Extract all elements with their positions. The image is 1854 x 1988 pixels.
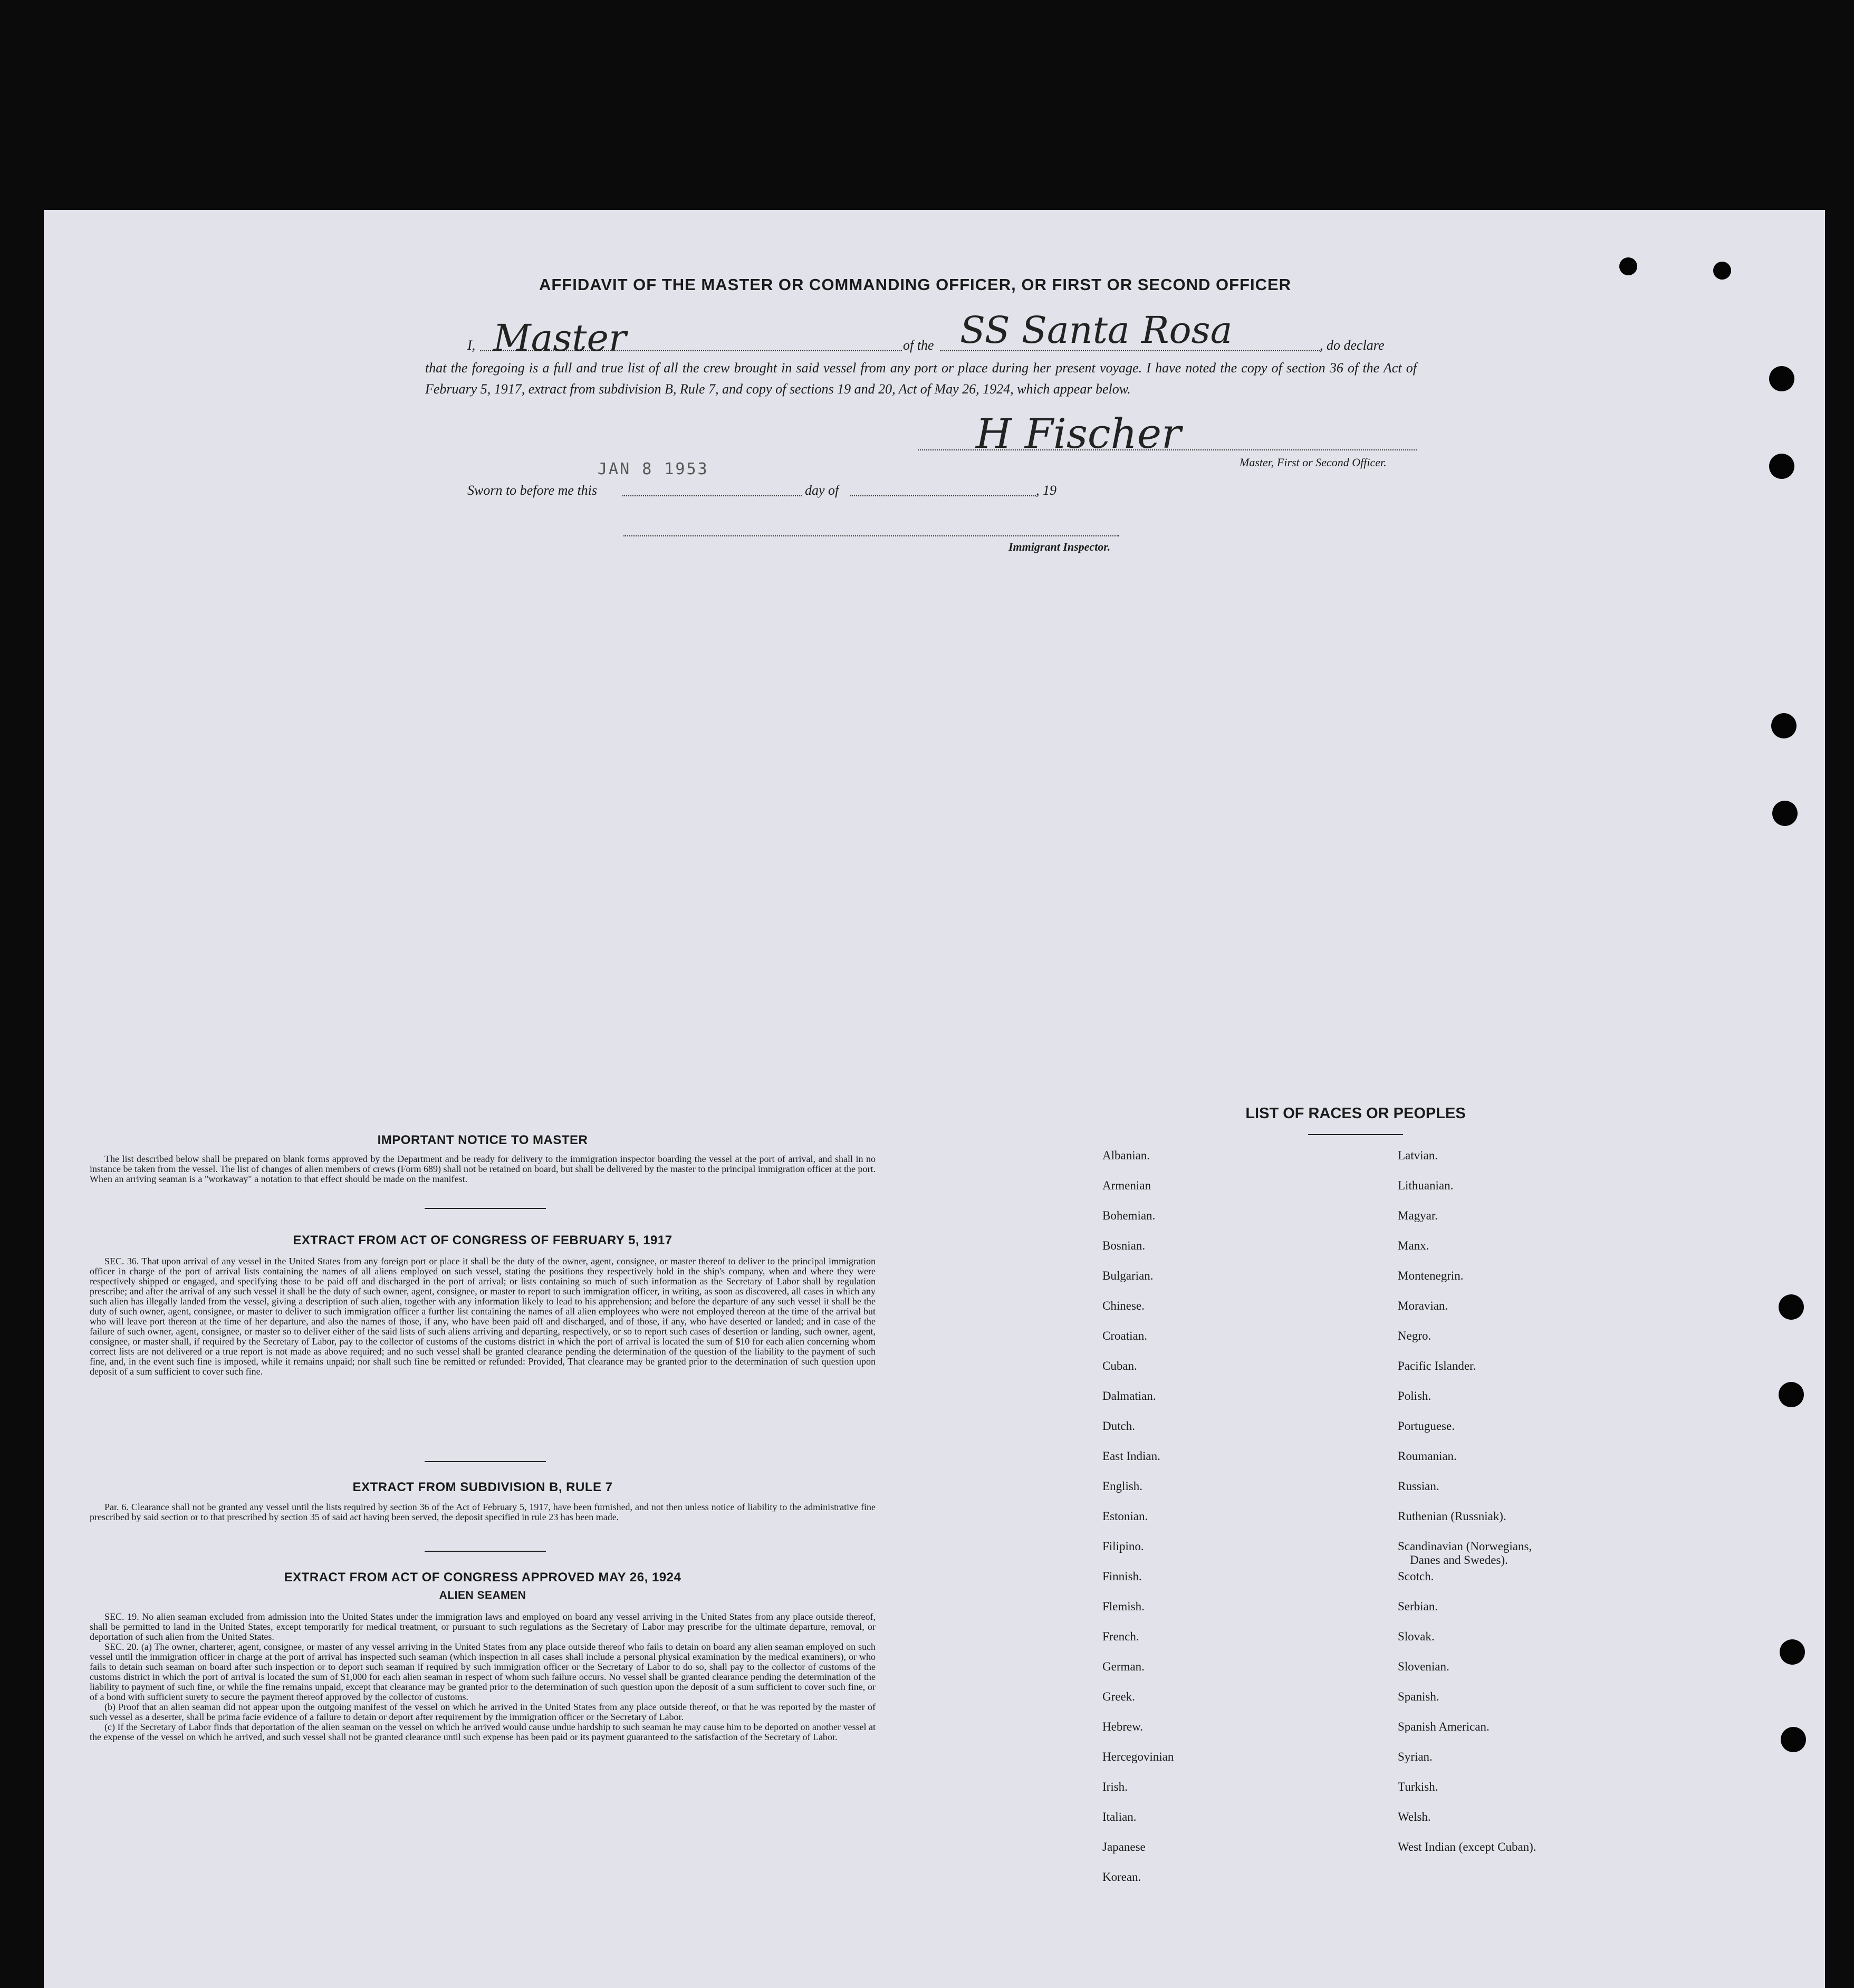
section-20a-paragraph: SEC. 20. (a) The owner, charterer, agent, consignee, or master of any vessel arriving in the United States from any place outside thereof who fails to detain on board any alien seaman employed on such vessel until the immigration officer in charge at the port of arrival has inspected such seaman (which inspection in all cases shall include a personal physical examination by the medical examiners), or who fails to detain such seaman on board after such inspection or to deport such seaman if required by such immigration officer or the Secretary of Labor to do so, shall pay to the collector of customs of the customs district in which the port of arrival is located the sum of $1,000 for each alien seaman in respect of whom such failure occurs. No vessel shall be granted clearance pending the determination of the liability to payment of such fine, or while the fine remains unpaid, except that clearance may be granted prior to the determination of such question upon the deposit of a sum sufficient to cover such fine, or of a bond with sufficient surety to secure the payment thereof approved by the collector of customs. bbox=[90, 1641, 876, 1702]
race-item: Albanian. bbox=[1102, 1149, 1150, 1162]
race-item: Chinese. bbox=[1102, 1299, 1145, 1312]
race-item: Roumanian. bbox=[1398, 1449, 1457, 1463]
race-item: Serbian. bbox=[1398, 1600, 1438, 1613]
race-item: Estonian. bbox=[1102, 1510, 1148, 1523]
race-item: Slovak. bbox=[1398, 1630, 1435, 1643]
extract-1917-text bbox=[90, 1256, 876, 1377]
race-item: Ruthenian (Russniak). bbox=[1398, 1510, 1506, 1523]
rule7-paragraph: Par. 6. Clearance shall not be granted any vessel until the lists required by section 36 of the Act of February 5, 1917, have been furnished, and not then unless notice of liability to the administrative fine prescribed by said section or to that prescribed by section 35 of said act having been served, the deposit specified in rule 23 has been made. bbox=[90, 1502, 876, 1522]
race-item: Slovenian. bbox=[1398, 1660, 1449, 1673]
year-prefix: , 19 bbox=[1036, 483, 1056, 498]
notice-paragraph: The list described below shall be prepared on blank forms approved by the Department and be ready for delivery to the immigration inspector boarding the vessel at the port of arrival, and shall in no instance be taken from the vessel. The list of changes of alien members of crews (Form 689) shall not be retained on board, but shall be delivered by the master to the principal immigration officer at the port. When an arriving seaman is a "workaway" a notation to that effect should be made on the manifest. bbox=[90, 1154, 876, 1184]
binder-hole bbox=[1772, 801, 1798, 826]
affidavit-title: AFFIDAVIT OF THE MASTER OR COMMANDING OFFICER, OR FIRST OR SECOND OFFICER bbox=[539, 275, 1292, 294]
section-19-paragraph: SEC. 19. No alien seaman excluded from admission into the United States under the immigration laws and employed on board any vessel arriving in the United States from any place outside thereof, shall be permitted to land in the United States, except temporarily for medical treatment, or pursuant to such regulations as the Secretary of Labor may prescribe for the ultimate departure, removal, or deportation of such alien from the United States. bbox=[90, 1611, 876, 1642]
binder-hole bbox=[1713, 262, 1731, 280]
race-item: Cuban. bbox=[1102, 1359, 1137, 1372]
race-item: Welsh. bbox=[1398, 1810, 1431, 1823]
race-item: Bohemian. bbox=[1102, 1209, 1156, 1222]
binder-hole bbox=[1779, 1382, 1804, 1407]
races-title-underline bbox=[1308, 1134, 1403, 1135]
race-item: Flemish. bbox=[1102, 1600, 1145, 1613]
race-item: Turkish. bbox=[1398, 1780, 1438, 1793]
race-item: English. bbox=[1102, 1480, 1143, 1493]
races-column-1 bbox=[1102, 1149, 1377, 1900]
divider bbox=[425, 1461, 546, 1462]
race-item: Filipino. bbox=[1102, 1540, 1144, 1553]
race-item: Lithuanian. bbox=[1398, 1179, 1454, 1192]
inspector-line bbox=[623, 535, 1119, 536]
binder-hole bbox=[1771, 713, 1797, 738]
race-item: French. bbox=[1102, 1630, 1139, 1643]
of-the-label: of the bbox=[903, 338, 934, 353]
race-item: Scandinavian (Norwegians, Danes and Swedes). bbox=[1398, 1540, 1532, 1567]
binder-hole bbox=[1780, 1639, 1805, 1665]
race-item: Montenegrin. bbox=[1398, 1269, 1464, 1282]
vessel-name-handwritten: SS Santa Rosa bbox=[960, 309, 1233, 352]
race-item: Italian. bbox=[1102, 1810, 1137, 1823]
race-item: Negro. bbox=[1398, 1329, 1432, 1342]
extract-1924-title: EXTRACT FROM ACT OF CONGRESS APPROVED MAY 26, 1924 bbox=[284, 1570, 681, 1584]
race-item: Hercegovinian bbox=[1102, 1750, 1174, 1763]
binder-hole bbox=[1769, 366, 1794, 391]
sworn-day-line bbox=[622, 495, 802, 496]
race-item: Manx. bbox=[1398, 1239, 1429, 1252]
divider bbox=[425, 1208, 546, 1209]
binder-hole bbox=[1619, 257, 1637, 275]
binder-hole bbox=[1769, 454, 1794, 479]
extract-1917-title: EXTRACT FROM ACT OF CONGRESS OF FEBRUARY 5, 1917 bbox=[293, 1233, 673, 1247]
race-item: Croatian. bbox=[1102, 1329, 1147, 1342]
i-label: I, bbox=[467, 338, 476, 353]
race-item: Latvian. bbox=[1398, 1149, 1438, 1162]
section-20b-paragraph: (b) Proof that an alien seaman did not appear upon the outgoing manifest of the vessel on which he arrived in the United States from any place outside thereof, or that he was reported by the master of such vessel as a deserter, shall be prima facie evidence of a failure to detain or deport after requirement by the immigration officer or the Secretary of Labor. bbox=[90, 1702, 876, 1722]
race-item: Pacific Islander. bbox=[1398, 1359, 1476, 1372]
race-item: Portuguese. bbox=[1398, 1419, 1455, 1433]
binder-hole bbox=[1779, 1294, 1804, 1320]
inspector-caption: Immigrant Inspector. bbox=[1008, 540, 1111, 553]
race-item: Korean. bbox=[1102, 1870, 1141, 1884]
race-item: Hebrew. bbox=[1102, 1720, 1144, 1733]
extract-1924-text bbox=[90, 1612, 876, 1742]
section-36-paragraph: SEC. 36. That upon arrival of any vessel in the United States from any foreign port or place it shall be the duty of the owner, agent, consignee, or master thereof to deliver to the principal immigration officer in charge of the port of arrival lists containing the names of all aliens employed on such vessel, stating the positions they respectively hold in the ship's company, when and where they were respectively shipped or engaged, and specifying those to be paid off and discharged in the port of arrival; or lists containing so much of such information as the Secretary of Labor shall by regulation prescribe; and after the arrival of any such vessel it shall be the duty of such owner, agent, consignee, or master to report to such immigration officer, in writing, as soon as discovered, all cases in which any such alien has illegally landed from the vessel, giving a description of such alien, together with any information likely to lead to his apprehension; and before the departure of any such vessel it shall be the duty of such owner, agent, consignee, or master to deliver to such immigration officer a further list containing the names of all alien employees who were not employed thereon at the time of the arrival but who will leave port thereon at the time of her departure, and also the names of those, if any, who have been paid off and discharged, and of those, if any, who have deserted or landed; and in case of the failure of such owner, agent, consignee, or master so to deliver either of the said lists of such aliens arriving and departing, respectively, or so to report such cases of desertion or landing, such owner, agent, consignee, or master shall, if required by the Secretary of Labor, pay to the collector of customs of the customs district in which the port of arrival is located the sum of $10 for each alien concerning whom correct lists are not delivered or a true report is not made as above required; and no such vessel shall be granted clearance pending the determination of the question of the liability to the payment of such fine, and, in the event such fine is imposed, while it remains unpaid; nor shall such fine be remitted or refunded: Provided, That clearance may be granted prior to the determination of such question upon deposit of a sum sufficient to cover such fine. bbox=[90, 1256, 876, 1377]
declaration-text: that the foregoing is a full and true list of all the crew brought in said vessel from any port or place during her present voyage. I have noted the copy of section 36 of the Act of February 5, 1917, extract from subdivision B, Rule 7, and copy of sections 19 and 20, Act of May 26, 1924, which appear below. bbox=[425, 360, 1417, 397]
race-item: Moravian. bbox=[1398, 1299, 1448, 1312]
signature-caption: Master, First or Second Officer. bbox=[1240, 456, 1387, 469]
race-item: Spanish American. bbox=[1398, 1720, 1490, 1733]
race-item: Spanish. bbox=[1398, 1690, 1439, 1703]
binder-hole bbox=[1781, 1727, 1806, 1752]
extract-rule7-text bbox=[90, 1502, 876, 1522]
race-item: Syrian. bbox=[1398, 1750, 1433, 1763]
race-item: Polish. bbox=[1398, 1389, 1432, 1403]
race-item: West Indian (except Cuban). bbox=[1398, 1840, 1536, 1853]
sworn-label: Sworn to before me this bbox=[467, 483, 598, 498]
races-title: LIST OF RACES OR PEOPLES bbox=[1245, 1105, 1466, 1122]
race-item: Dutch. bbox=[1102, 1419, 1135, 1433]
races-column-2 bbox=[1398, 1149, 1725, 1870]
date-stamp: JAN 8 1953 bbox=[598, 460, 709, 478]
sworn-month-line bbox=[850, 495, 1036, 496]
notice-text bbox=[90, 1154, 876, 1184]
race-item: Finnish. bbox=[1102, 1570, 1142, 1583]
race-item: Bosnian. bbox=[1102, 1239, 1146, 1252]
race-item: Magyar. bbox=[1398, 1209, 1438, 1222]
notice-title: IMPORTANT NOTICE TO MASTER bbox=[377, 1133, 588, 1147]
race-item: Bulgarian. bbox=[1102, 1269, 1154, 1282]
divider bbox=[425, 1551, 546, 1552]
race-item: Armenian bbox=[1102, 1179, 1151, 1192]
extract-rule7-title: EXTRACT FROM SUBDIVISION B, RULE 7 bbox=[352, 1480, 613, 1494]
race-item: Irish. bbox=[1102, 1780, 1128, 1793]
extract-1924-subtitle: ALIEN SEAMEN bbox=[439, 1589, 526, 1601]
section-20c-paragraph: (c) If the Secretary of Labor finds that deportation of the alien seaman on the vessel on which he arrived would cause undue hardship to such seaman he may cause him to be deported on another vessel at the expense of the vessel on which he arrived, and such vessel shall not be granted clearance until such expense has been paid or its payment guaranteed to the satisfaction of the Secretary of Labor. bbox=[90, 1722, 876, 1742]
officer-rank-handwritten: Master bbox=[493, 316, 627, 360]
race-item: Greek. bbox=[1102, 1690, 1135, 1703]
race-item: East Indian. bbox=[1102, 1449, 1160, 1463]
do-declare-label: , do declare bbox=[1320, 338, 1385, 353]
race-item: Russian. bbox=[1398, 1480, 1439, 1493]
race-item: Scotch. bbox=[1398, 1570, 1434, 1583]
signature-handwritten: H Fischer bbox=[976, 410, 1181, 458]
race-item: German. bbox=[1102, 1660, 1145, 1673]
day-of-label: day of bbox=[805, 483, 839, 498]
race-item: Dalmatian. bbox=[1102, 1389, 1156, 1403]
race-item: Japanese bbox=[1102, 1840, 1146, 1853]
